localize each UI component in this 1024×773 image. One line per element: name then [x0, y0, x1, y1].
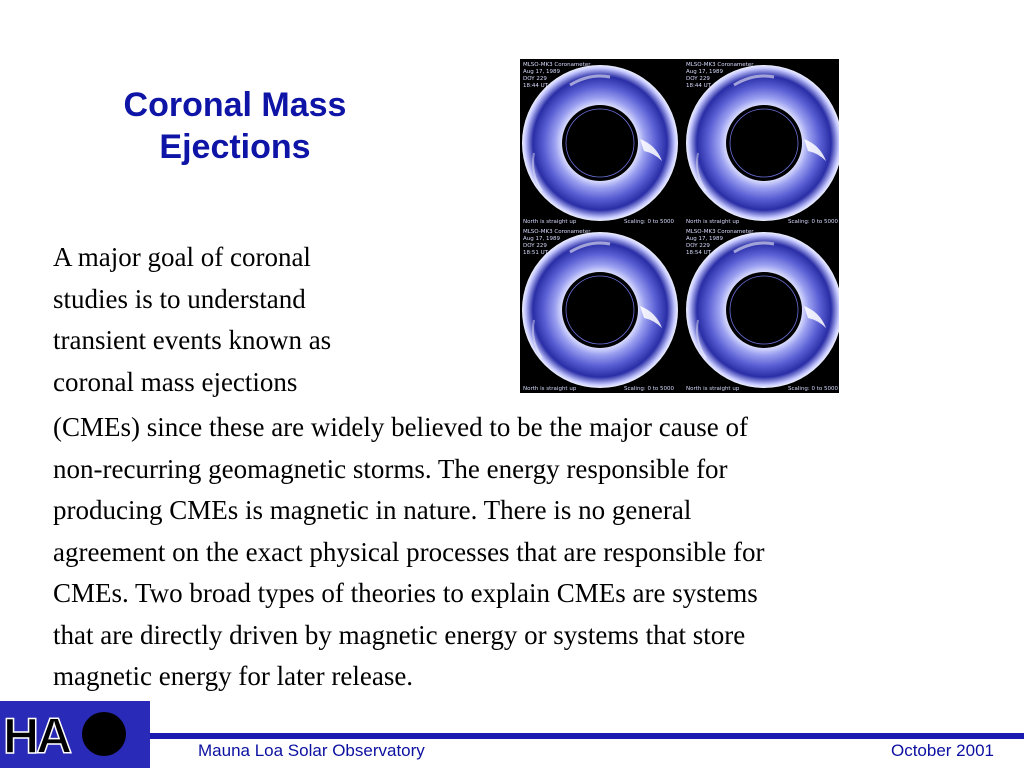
- slide-title: [60, 84, 410, 168]
- coronagraph-panel: [686, 62, 839, 225]
- coronagraph-panel: [522, 62, 678, 225]
- panel-footer-left: North is straight up: [523, 386, 577, 392]
- panel-header-line: DOY 229: [523, 76, 547, 82]
- body-line: producing CMEs is magnetic in nature. There is no general: [53, 495, 692, 525]
- panel-header-line: Aug 17, 1989: [523, 69, 560, 75]
- panel-footer-left: North is straight up: [686, 219, 740, 225]
- hao-logo: [0, 701, 150, 768]
- title-line-2: Ejections: [159, 128, 311, 166]
- body-line: magnetic energy for later release.: [53, 661, 414, 691]
- panel-footer-right: Scaling: 0 to 5000: [624, 219, 675, 225]
- coronagraph-panels-graphic: [520, 59, 839, 393]
- intro-line: transient events known as: [53, 325, 332, 355]
- panel-footer-left: North is straight up: [686, 386, 740, 392]
- panel-header-line: DOY 229: [686, 76, 710, 82]
- panel-header-line: 18:51 UT: [523, 250, 548, 256]
- panel-header-line: MLSO-MK3 Coronameter: [523, 229, 591, 235]
- panel-header-line: Aug 17, 1989: [523, 236, 560, 242]
- panel-header-line: DOY 229: [686, 243, 710, 249]
- footer-date: October 2001: [890, 741, 994, 760]
- footer-organization: Mauna Loa Solar Observatory: [198, 741, 425, 760]
- hao-logo-graphic: [0, 701, 150, 768]
- panel-header-line: Aug 17, 1989: [686, 69, 723, 75]
- body-line: that are directly driven by magnetic energy or systems that store: [53, 619, 746, 650]
- panel-footer-right: Scaling: 0 to 5000: [788, 219, 839, 225]
- panel-header-line: 18:44 UT: [686, 83, 711, 89]
- logo-letters: HA: [3, 708, 70, 764]
- body-paragraph: [53, 407, 983, 698]
- coronagraph-panel: [522, 229, 678, 392]
- title-line-1: Coronal Mass: [123, 86, 347, 124]
- body-line: agreement on the exact physical processes that are responsible for: [53, 536, 765, 567]
- panel-header-line: 18:44 UT: [523, 83, 548, 89]
- panel-footer-right: Scaling: 0 to 5000: [788, 386, 839, 392]
- intro-line: coronal mass ejections: [53, 366, 298, 397]
- body-line: CMEs. Two broad types of theories to explain CMEs are systems: [53, 578, 758, 608]
- logo-sun-disk-icon: [82, 712, 126, 756]
- panel-header-line: MLSO-MK3 Coronameter: [523, 62, 591, 68]
- intro-paragraph: [53, 237, 423, 403]
- panel-header-line: MLSO-MK3 Coronameter: [686, 229, 754, 235]
- intro-line: A major goal of coronal: [53, 242, 311, 272]
- footer-rule: [150, 733, 1024, 739]
- cme-coronagraph-image: [520, 59, 839, 393]
- panel-header-line: DOY 229: [523, 243, 547, 249]
- panel-header-line: MLSO-MK3 Coronameter: [686, 62, 754, 68]
- coronagraph-panel: [686, 229, 839, 392]
- panel-footer-left: North is straight up: [523, 219, 577, 225]
- panel-header-line: Aug 17, 1989: [686, 236, 723, 242]
- panel-header-line: 18:54 UT: [686, 250, 711, 256]
- body-line: (CMEs) since these are widely believed to be the major cause of: [53, 412, 748, 442]
- intro-line: studies is to understand: [53, 283, 306, 314]
- panel-footer-right: Scaling: 0 to 5000: [624, 386, 675, 392]
- body-line: non-recurring geomagnetic storms. The energy responsible for: [53, 453, 728, 484]
